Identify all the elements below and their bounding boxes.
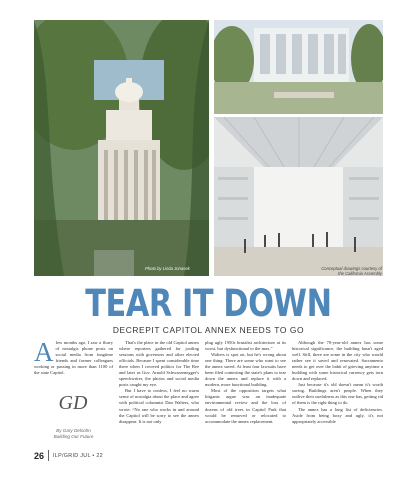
publication-title: ILP/GRID JUL • 22 xyxy=(53,453,103,459)
author-initials: GD xyxy=(58,392,88,414)
capitol-dome-photo xyxy=(34,20,209,276)
capitol-dome-illustration xyxy=(34,20,209,276)
article-paragraph: Although the 70-year-old annex has some historical significance, the building hasn't aged well. Still, there are some in the city who would rather see it saved and renovated. Sacramento needs to get over the habit of grieving anytime a building with some historical currency gets torn down and replaced. xyxy=(292,340,383,382)
article-paragraph: few months ago, I saw a flurry of nostalgic phone posts on social media from longtime friends and former colleagues working or passing in more than 1100 of the state Capitol. xyxy=(34,340,113,376)
annex-exterior-rendering xyxy=(214,20,383,114)
article-column-2 xyxy=(119,340,199,425)
drop-cap: A xyxy=(34,337,54,367)
article-paragraph: plug ugly 1950s brutalist architecture at its worst, but dysfunctional to the max.” xyxy=(205,340,286,352)
article-headline: TEAR IT DOWN xyxy=(85,282,332,325)
column-name: Building Our Future xyxy=(53,434,94,439)
photo-credit-right-line2: the California Assembly xyxy=(338,271,382,276)
page-number: 26 xyxy=(34,451,45,461)
article-paragraph: That's the place in the old Capitol annex where reporters gathered for jostling sessions with governors and other elected officials. Because I spent considerable time there when I covered politics for The Bee and later as Gov. Arnold Schwarzenegger's speechwriter, the photos and social media posts caught my eye. xyxy=(119,340,199,388)
annex-atrium-rendering xyxy=(214,117,383,276)
photo-credit-right xyxy=(300,266,382,276)
author-name: By Gary Delsohn xyxy=(56,428,91,433)
author-byline xyxy=(34,428,113,440)
author-signature-mark xyxy=(55,390,91,414)
article-subhead: DECREPIT CAPITOL ANNEX NEEDS TO GO xyxy=(112,325,305,335)
article-paragraph: The annex has a long list of deficiencies. Aside from being boxy and ugly, it's not appropriately accessible xyxy=(292,406,383,424)
article-column-1 xyxy=(34,337,113,376)
photo-credit-right-line1: Conceptual drawings courtesy of xyxy=(321,266,382,271)
article-paragraph: But I have to confess, I feel no warm sense of nostalgia about the place and agree with political columnist Dan Walters, who wrote: “No one who works in and around the Capitol will be sorry to see the annex disappear. It is not only xyxy=(119,388,199,424)
annex-atrium-illustration xyxy=(214,117,383,276)
annex-exterior-illustration xyxy=(214,20,383,114)
photo-credit-left: Photo by Linda Jonasek xyxy=(145,266,190,271)
article-column-3 xyxy=(205,340,286,425)
article-paragraph: Walters is spot on, but he's wrong about one thing: There are some who want to see the annex saved. At least four lawsuits have been filed contesting the state's plans to tear down the annex and replace it with a modern, more functional building. xyxy=(205,352,286,388)
article-column-4 xyxy=(292,340,383,425)
folio-divider xyxy=(48,450,49,461)
article-paragraph: Just because it's old doesn't mean it's worth saving. Buildings aren't people. When they outlive their usefulness as this one has, getting rid of them is the right thing to do. xyxy=(292,382,383,406)
article-paragraph: Most of the opposition targets what litigants argue was an inadequate environmental review and the loss of dozens of old trees in Capitol Park that would be removed or relocated to accommodate the annex replacement. xyxy=(205,388,286,424)
